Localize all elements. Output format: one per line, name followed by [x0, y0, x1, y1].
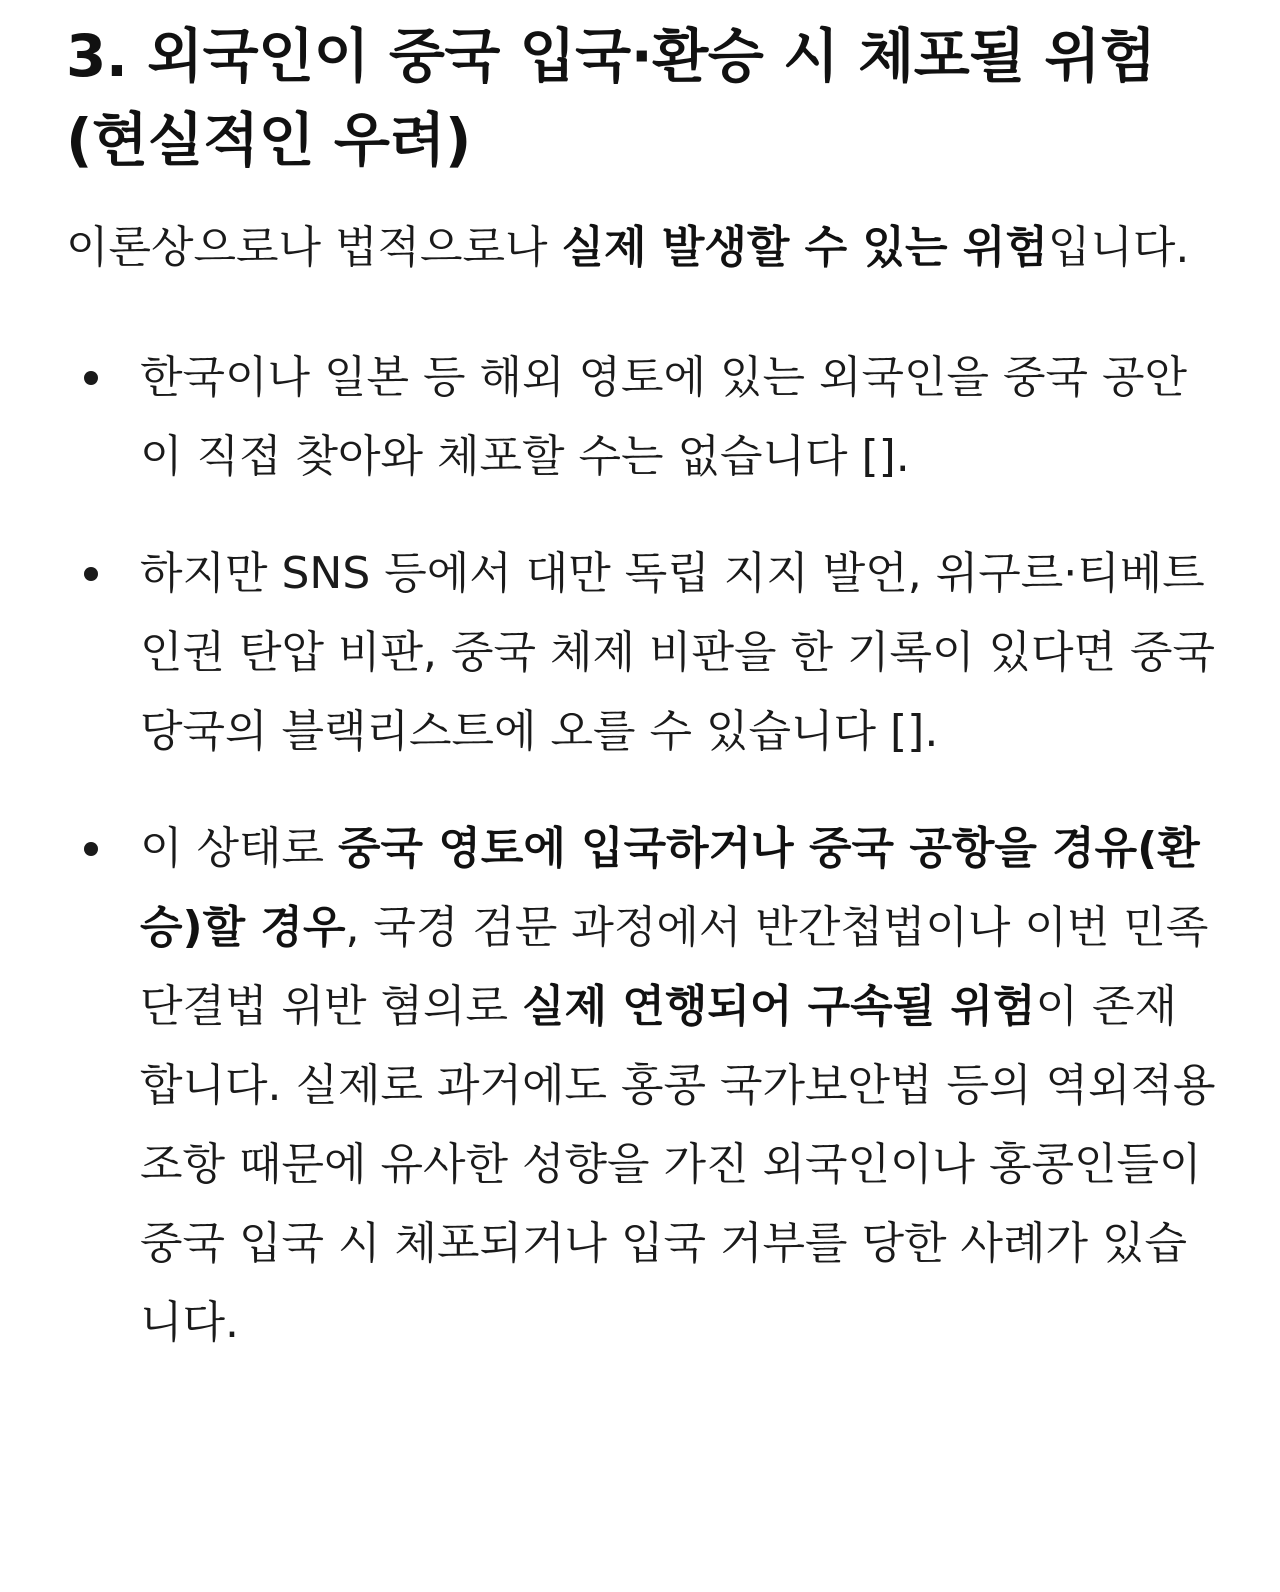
list-item-text: 이 상태로	[140, 823, 338, 874]
bullet-list	[66, 338, 1216, 1362]
intro-text-end: 입니다.	[1047, 222, 1190, 273]
bullet-dot-icon	[84, 567, 98, 581]
section-heading: 3. 외국인이 중국 입국·환승 시 체포될 위험 (현실적인 우려)	[66, 22, 1156, 174]
bullet-dot-icon	[84, 371, 98, 385]
list-item-text: , 국경 검문 과정에서 반간첩법이나 이번 민족단결법 위반 혐의로	[140, 902, 1209, 1032]
intro-text: 이론상으로나 법적으로나	[66, 222, 562, 273]
list-item-bold-text: 실제 연행되어 구속될 위험	[522, 981, 1036, 1032]
intro-paragraph	[66, 208, 1216, 288]
list-item-text: 이 존재합니다. 실제로 과거에도 홍콩 국가보안법 등의 역외적용 조항 때문에 유사한 성향을 가진 외국인이나 홍콩인들이 중국 입국 시 체포되거나 입국 거부를 당한 사례가 있습니다.	[140, 981, 1216, 1348]
intro-bold-text: 실제 발생할 수 있는 위험	[561, 222, 1048, 273]
bullet-dot-icon	[84, 842, 98, 856]
list-item	[66, 534, 1216, 771]
list-item-bold-text: 중국 영토에 입국하거나 중국 공항을 경유(환승)할 경우	[140, 823, 1200, 953]
list-item-text: 하지만 SNS 등에서 대만 독립 지지 발언, 위구르·티베트 인권 탄압 비판, 중국 체제 비판을 한 기록이 있다면 중국 당국의 블랙리스트에 오를 수 있습니다 [].	[140, 548, 1215, 757]
list-item	[66, 338, 1216, 496]
list-item-text: 한국이나 일본 등 해외 영토에 있는 외국인을 중국 공안이 직접 찾아와 체포할 수는 없습니다 [].	[140, 352, 1187, 482]
list-item	[66, 809, 1216, 1362]
